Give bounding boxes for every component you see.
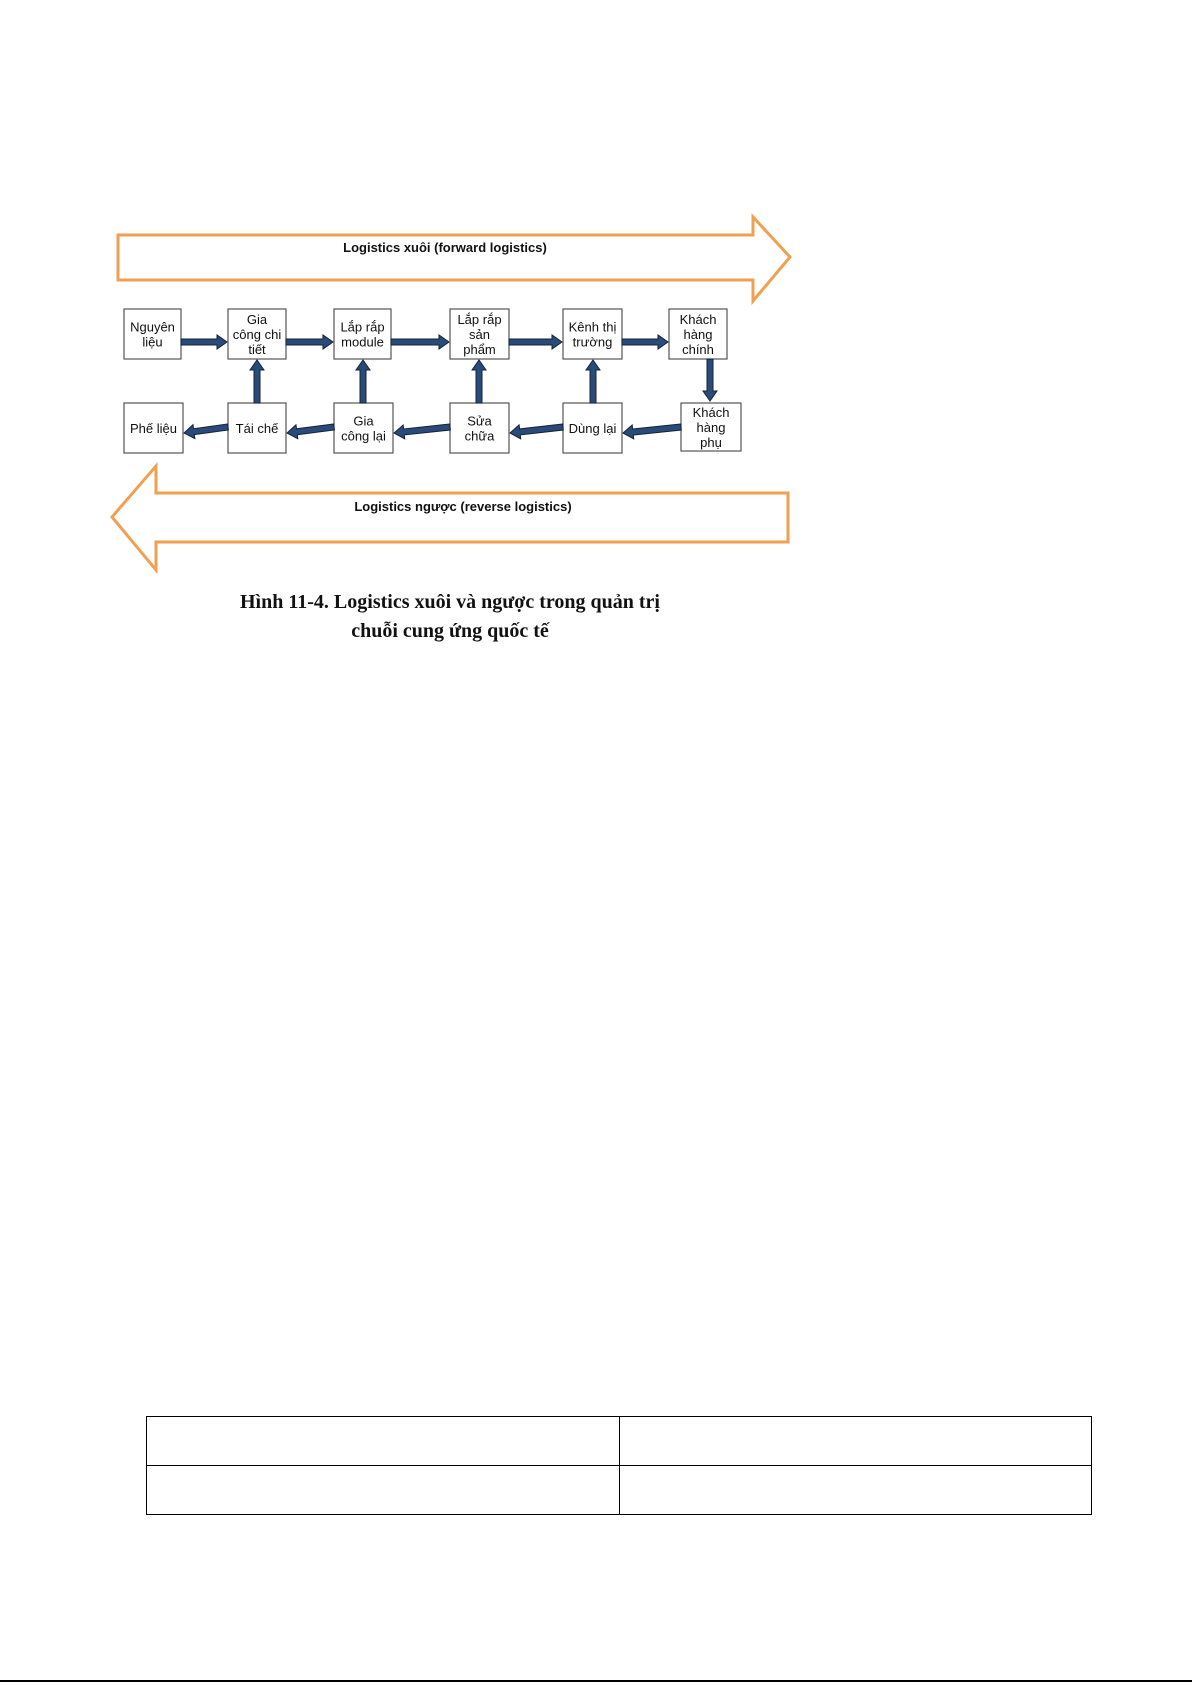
reverse-logistics-arrow (112, 466, 788, 570)
empty-table (146, 1416, 1092, 1515)
table-row (147, 1466, 1092, 1515)
node-label: Tái chế (235, 421, 279, 436)
node-label: chính (682, 342, 714, 357)
forward-flow-arrow (391, 335, 449, 349)
node-label: Khách (679, 312, 717, 327)
node-label: Dùng lại (568, 421, 617, 436)
reverse-flow-arrow (287, 424, 334, 439)
node-gia-cong-chi-tiet (228, 309, 286, 359)
table-cell (147, 1417, 620, 1466)
table-cell (147, 1466, 620, 1515)
table-row (147, 1417, 1092, 1466)
node-label: phẩm (463, 342, 496, 357)
node-label: trường (572, 334, 613, 350)
figure-caption-line1: Hình 11-4. Logistics xuôi và ngược trong quản trị (240, 591, 660, 613)
reverse-flow-arrow (510, 424, 563, 439)
forward-logistics-label: Logistics xuôi (forward logistics) (343, 240, 547, 255)
node-label: công lại (341, 428, 386, 444)
node-kenh-thi-truong (563, 309, 622, 359)
node-lap-rap-module (334, 309, 391, 359)
node-label: Phế liệu (130, 421, 177, 436)
node-label: liệu (142, 334, 163, 350)
node-label: hàng (683, 327, 713, 342)
forward-flow-arrow (509, 335, 562, 349)
node-label: Khách (692, 405, 730, 420)
reverse-flow-arrow (184, 424, 228, 439)
reverse-logistics-label: Logistics ngược (reverse logistics) (354, 499, 572, 514)
forward-flow-arrow (622, 335, 668, 349)
node-label: sản (469, 327, 490, 342)
node-tai-che (228, 403, 286, 453)
node-label: module (341, 334, 384, 350)
table-cell (619, 1417, 1092, 1466)
node-label: công chi (232, 327, 282, 342)
node-nguyen-lieu (124, 309, 181, 359)
figure-caption-line2: chuỗi cung ứng quốc tế (351, 620, 549, 642)
node-label: Sửa (467, 413, 492, 429)
node-phe-lieu (124, 403, 183, 453)
node-gia-cong-lai (334, 403, 393, 453)
logistics-diagram (0, 0, 1192, 620)
reverse-flow-arrow (623, 424, 681, 439)
node-khach-hang-phu (681, 403, 741, 451)
node-label: Gia (353, 413, 374, 429)
node-label: Lắp rắp (457, 312, 502, 327)
node-lap-rap-san-pham (450, 309, 509, 359)
node-label: Kênh thị (568, 319, 617, 335)
reverse-flow-arrow (394, 424, 450, 439)
node-label: hàng (696, 420, 726, 435)
forward-flow-arrow (703, 359, 717, 401)
forward-flow-arrow (181, 335, 227, 349)
reverse-to-forward-arrow (356, 360, 370, 403)
table-cell (619, 1466, 1092, 1515)
page-footer-rule (0, 1680, 1192, 1682)
forward-flow-arrow (286, 335, 333, 349)
reverse-to-forward-arrow (472, 360, 486, 403)
node-label: Gia (246, 312, 268, 327)
node-sua-chua (450, 403, 509, 453)
node-label: chữa (464, 428, 495, 444)
node-dung-lai (563, 403, 622, 453)
reverse-to-forward-arrow (250, 360, 264, 403)
node-label: tiết (248, 342, 266, 357)
reverse-to-forward-arrow (586, 360, 600, 403)
node-label: phụ (700, 435, 722, 450)
node-label: Lắp rắp (340, 319, 385, 335)
node-label: Nguyên (130, 319, 175, 335)
forward-logistics-arrow (118, 217, 790, 301)
node-khach-hang-chinh (669, 309, 727, 359)
